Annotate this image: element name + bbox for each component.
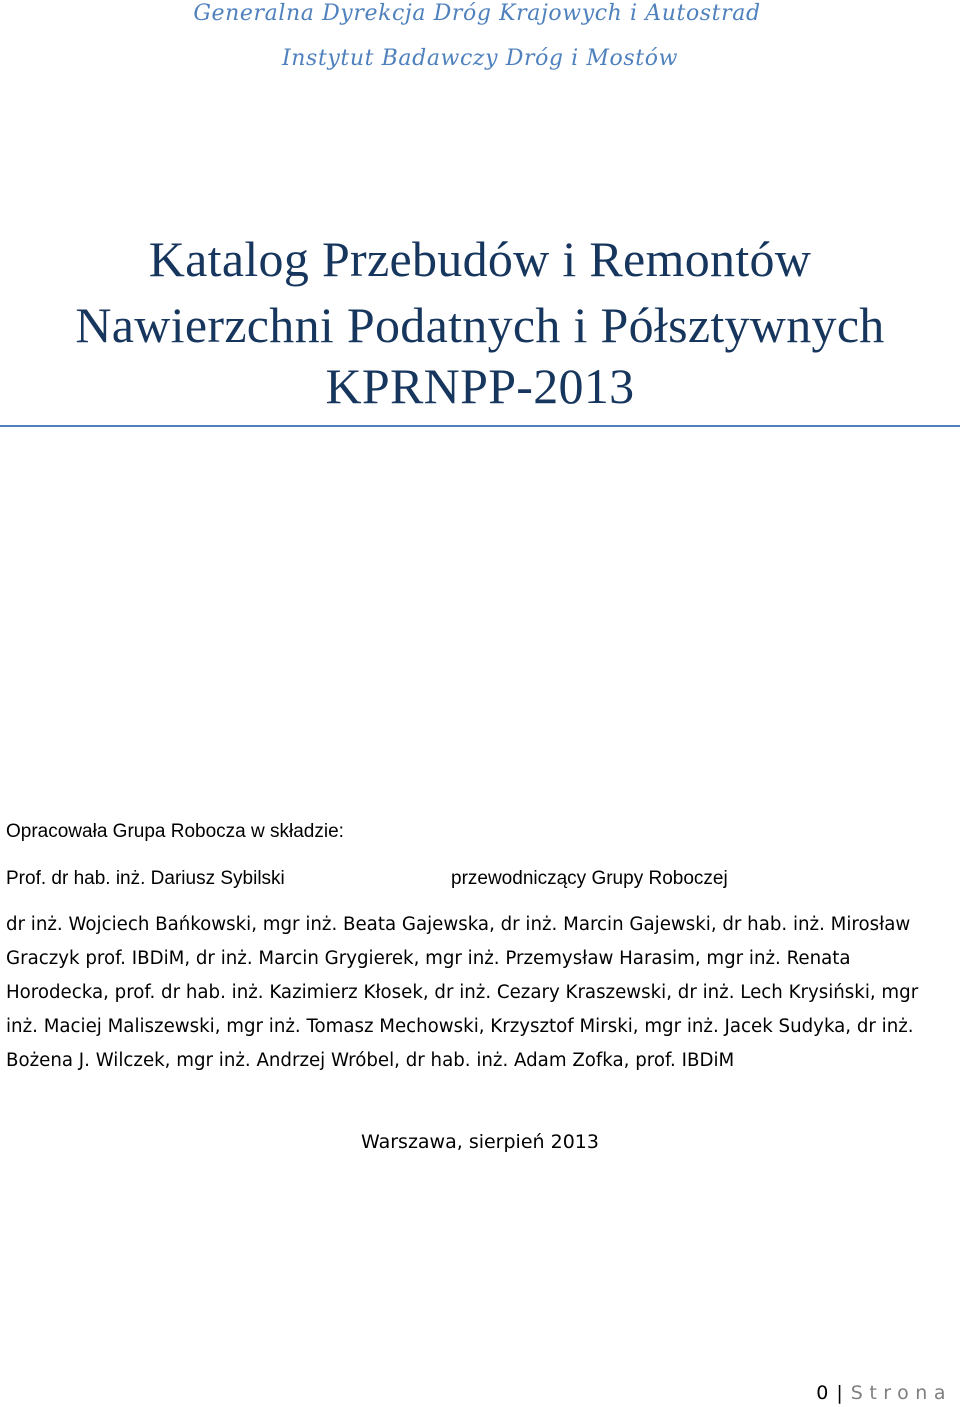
document-title-line-2: Nawierzchni Podatnych i Półsztywnych — [75, 297, 885, 353]
page-number: 0 — [816, 1382, 829, 1404]
chair-role: przewodniczący Grupy Roboczej — [451, 868, 728, 889]
chair-name: Prof. dr hab. inż. Dariusz Sybilski — [6, 868, 285, 889]
institution-name-gddkia: Generalna Dyrekcja Dróg Krajowych i Autostrad — [193, 1, 761, 26]
page-word: Strona — [850, 1382, 952, 1404]
document-title-line-1: Katalog Przebudów i Remontów — [148, 231, 812, 287]
title-divider — [0, 425, 960, 427]
footer-separator: | — [836, 1382, 843, 1404]
working-group-members: dr inż. Wojciech Bańkowski, mgr inż. Beata Gajewska, dr inż. Marcin Gajewski, dr hab. inż. Mirosław Graczyk prof. IBDiM, dr inż. Marcin Grygierek, mgr inż. Przemysław Harasim, mgr inż. Renata Horodecka, prof. dr hab. inż. Kazimierz Kłosek, dr inż. Cezary Kraszewski, dr inż. Lech Krysiński, mgr inż. Maciej Maliszewski, mgr inż. Tomasz Mechowski, Krzysztof Mirski, mgr inż. Jacek Sudyka, dr inż. Bożena J. Wilczek, mgr inż. Andrzej Wróbel, dr hab. inż. Adam Zofka, prof. IBDiM — [6, 914, 919, 1071]
institution-name-ibdim: Instytut Badawczy Dróg i Mostów — [282, 46, 678, 71]
page-footer — [816, 1380, 952, 1406]
place-and-date: Warszawa, sierpień 2013 — [361, 1131, 599, 1153]
document-title-code: KPRNPP-2013 — [325, 358, 635, 414]
working-group-label: Opracowała Grupa Robocza w składzie: — [6, 821, 344, 842]
